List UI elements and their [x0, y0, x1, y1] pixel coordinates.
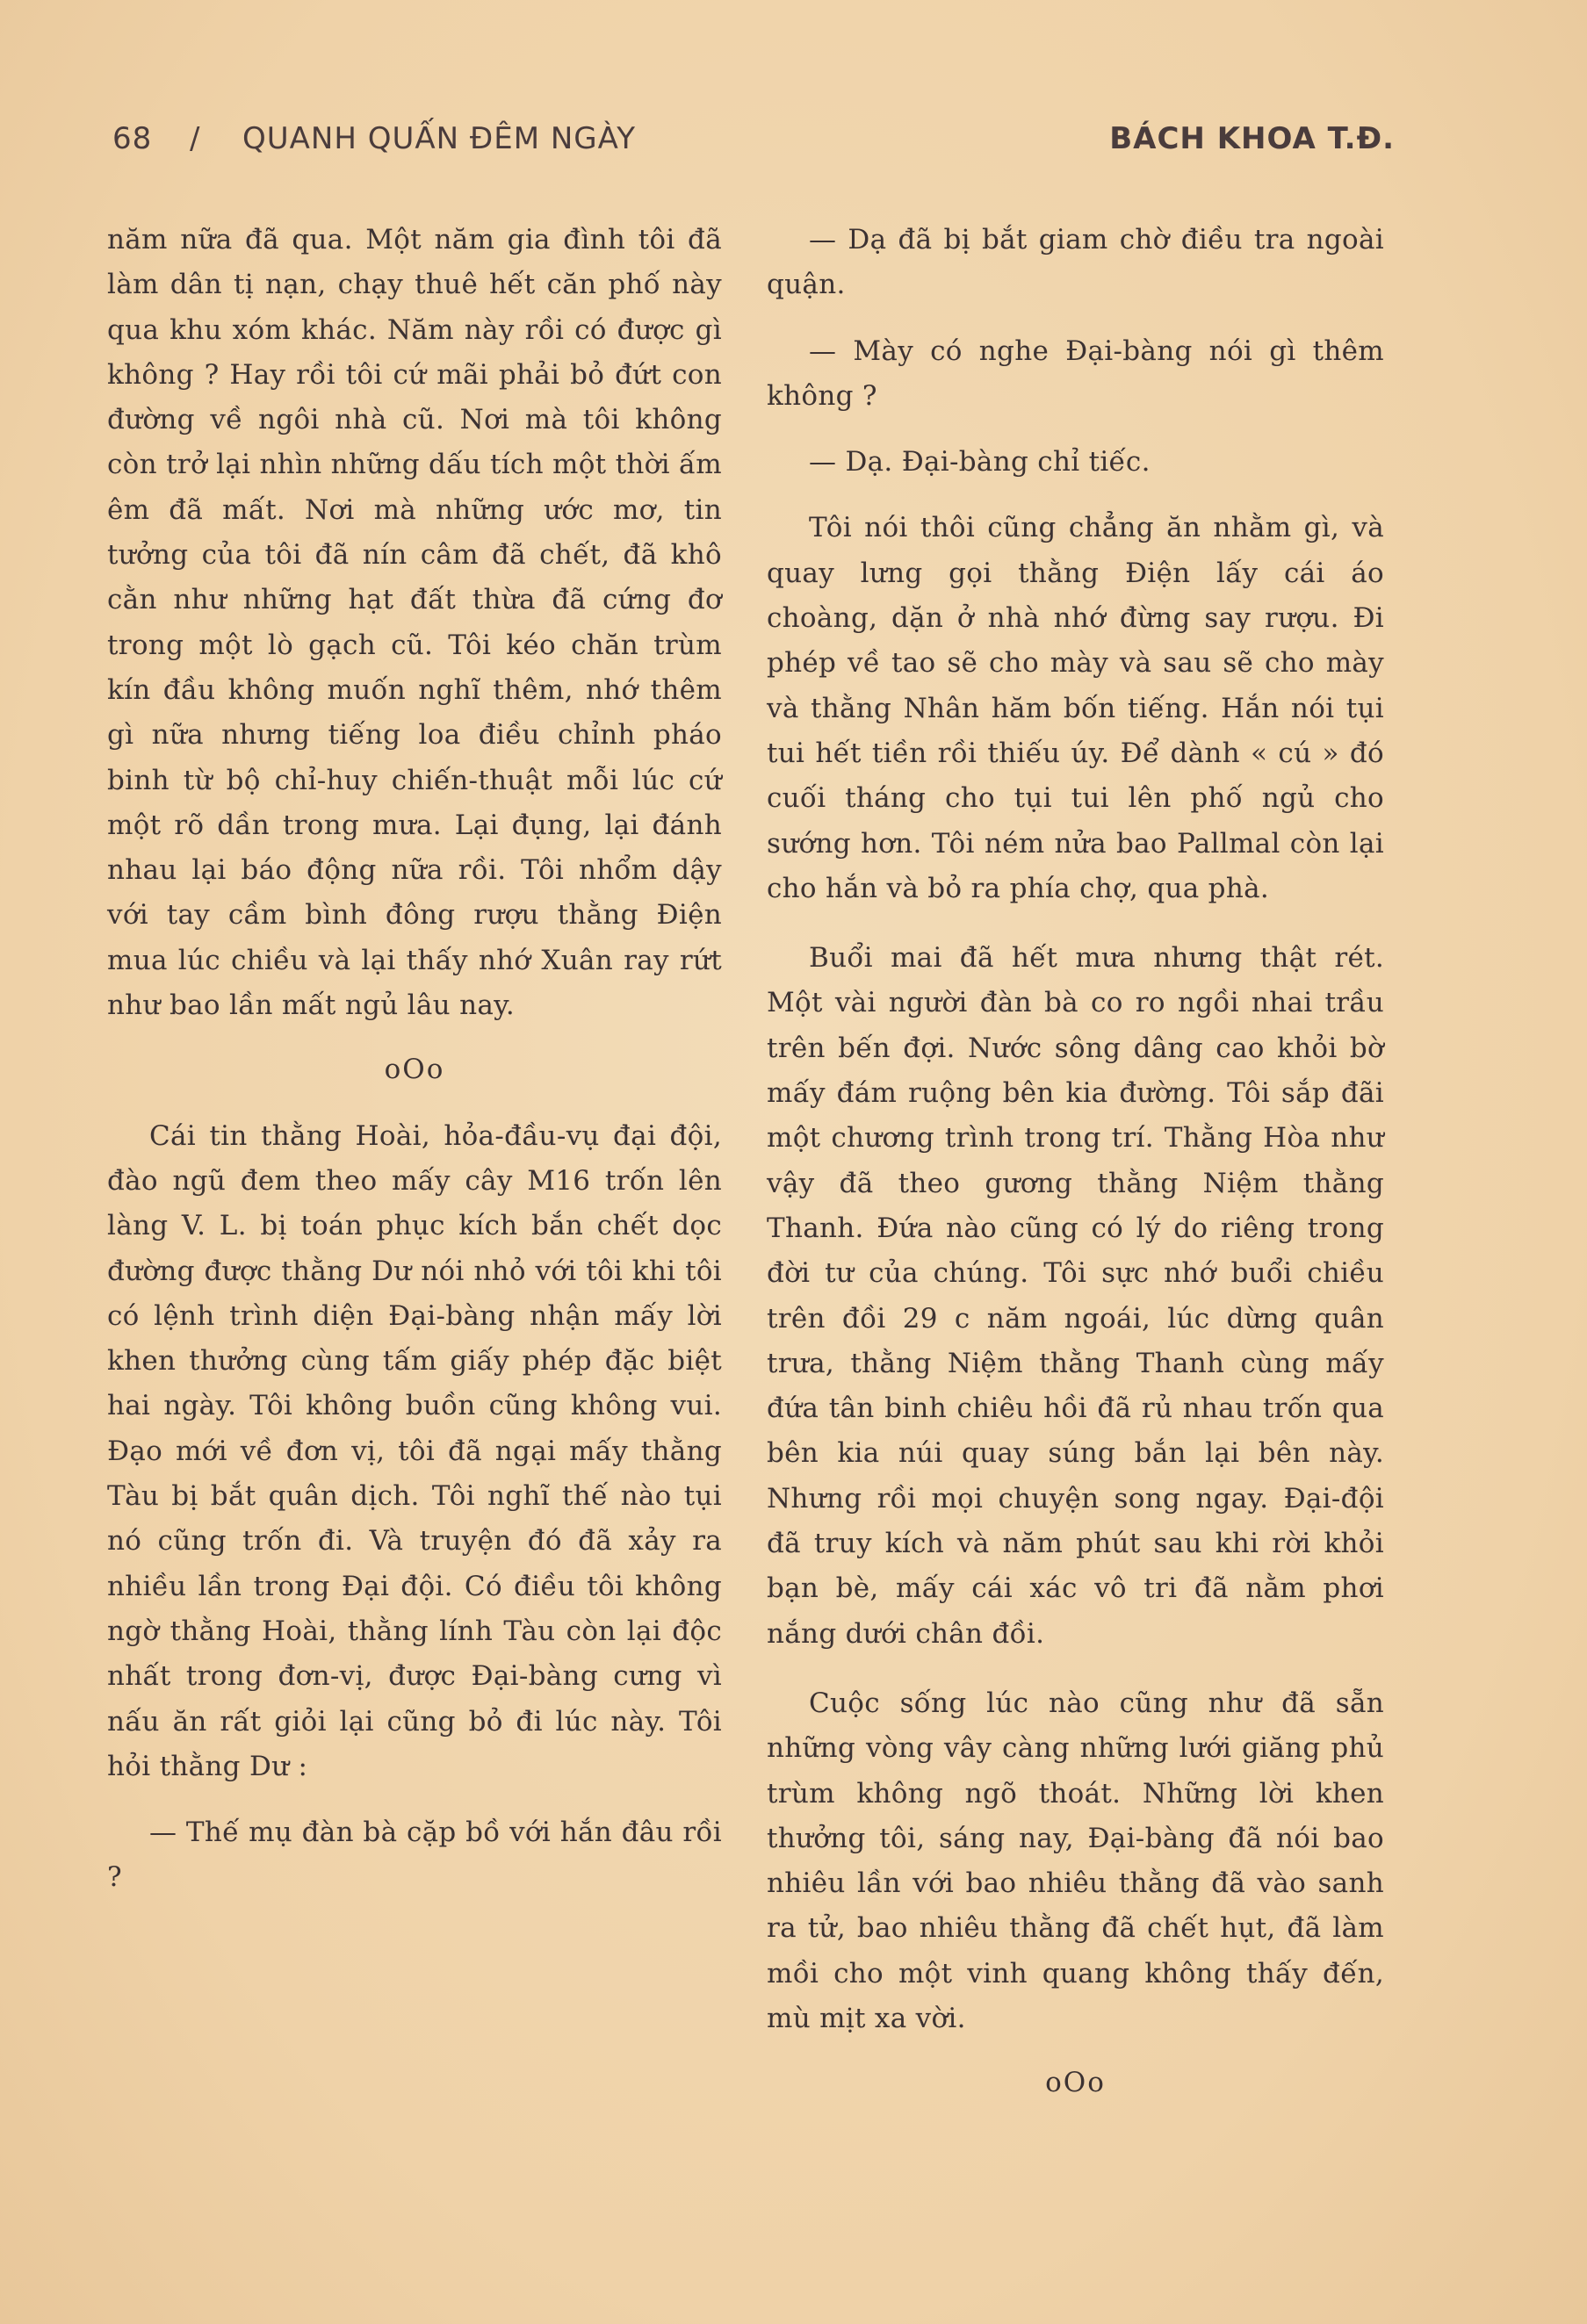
section-separator: oOo [1045, 2067, 1106, 2099]
paragraph: Buổi mai đã hết mưa nhưng thật rét. Một vài người đàn bà co ro ngồi nhai trầu trên bến đợi. Nước sông dâng cao khỏi bờ mấy đám ruộng bên kia đường. Tôi sắp đãi một chương trình trong trí. Thằng Hòa như vậy đã theo gương thằng Niệm thằng Thanh. Đứa nào cũng có lý do riêng trong đời tư của chúng. Tôi sực nhớ buổi chiều trên đồi 29 c năm ngoái, lúc dừng quân trưa, thằng Niệm thằng Thanh cùng mấy đứa tân binh chiêu hồi đã rủ nhau trốn qua bên kia núi quay súng bắn lại bên này. Nhưng rồi mọi chuyện song ngay. Đại-đội đã truy kích và năm phút sau khi rời khỏi bạn bè, mấy cái xác vô tri đã nằm phơi nắng dưới chân đồi. [767, 942, 1384, 1650]
dialogue-line: — Mày có nghe Đại-bàng nói gì thêm không ? [767, 335, 1384, 412]
page-header [112, 121, 1395, 174]
magazine-name: BÁCH KHOA T.Đ. [1109, 121, 1395, 156]
left-column [107, 218, 722, 1901]
section-separator: oOo [384, 1054, 445, 1086]
dialogue-line: — Dạ đã bị bắt giam chờ điều tra ngoài quận. [767, 224, 1384, 301]
header-separator: / [190, 121, 201, 156]
right-column [767, 218, 1384, 2127]
section-title: QUANH QUẤN ĐÊM NGÀY [242, 121, 637, 156]
paragraph: năm nữa đã qua. Một năm gia đình tôi đã làm dân tị nạn, chạy thuê hết căn phố này qua khu xóm khác. Năm này rồi có được gì không ? Hay rồi tôi cứ mãi phải bỏ đứt con đường về ngôi nhà cũ. Nơi mà tôi không còn trở lại nhìn những dấu tích một thời ấm êm đã mất. Nơi mà những ước mơ, tin tưởng của tôi đã nín câm đã chết, đã khô cằn như những hạt đất thừa đã cứng đơ trong một lò gạch cũ. Tôi kéo chăn trùm kín đầu không muốn nghĩ thêm, nhớ thêm gì nữa nhưng tiếng loa điều chỉnh pháo binh từ bộ chỉ-huy chiến-thuật mỗi lúc cứ một rõ dần trong mưa. Lại đụng, lại đánh nhau lại báo động nữa rồi. Tôi nhổm dậy với tay cầm bình đông rượu thằng Điện mua lúc chiều và lại thấy nhớ Xuân ray rứt như bao lần mất ngủ lâu nay. [107, 224, 722, 1022]
paragraph: Tôi nói thôi cũng chẳng ăn nhằm gì, và quay lưng gọi thằng Điện lấy cái áo choàng, dặn ở nhà nhớ đừng say rượu. Đi phép về tao sẽ cho mày và sau sẽ cho mày và thằng Nhân hăm bốn tiếng. Hắn nói tụi tui hết tiền rồi thiếu úy. Để dành « cú » đó cuối tháng cho tụi tui lên phố ngủ cho sướng hơn. Tôi ném nửa bao Pallmal còn lại cho hắn và bỏ ra phía chợ, qua phà. [767, 512, 1384, 904]
paragraph: Cái tin thằng Hoài, hỏa-đầu-vụ đại đội, đào ngũ đem theo mấy cây M16 trốn lên làng V. L. bị toán phục kích bắn chết dọc đường được thằng Dư nói nhỏ với tôi khi tôi có lệnh trình diện Đại-bàng nhận mấy lời khen thưởng cùng tấm giấy phép đặc biệt hai ngày. Tôi không buồn cũng không vui. Đạo mới về đơn vị, tôi đã ngại mấy thằng Tàu bị bắt quân dịch. Tôi nghĩ thế nào tụi nó cũng trốn đi. Và truyện đó đã xảy ra nhiều lần trong Đại đội. Có điều tôi không ngờ thằng Hoài, thằng lính Tàu còn lại độc nhất trong đơn-vị, được Đại-bàng cưng vì nấu ăn rất giỏi lại cũng bỏ đi lúc này. Tôi hỏi thằng Dư : [107, 1119, 722, 1782]
dialogue-line: — Thế mụ đàn bà cặp bồ với hắn đâu rồi ? [107, 1817, 722, 1894]
page-number: 68 [112, 121, 153, 156]
dialogue-line: — Dạ. Đại-bàng chỉ tiếc. [809, 446, 1151, 478]
paragraph: Cuộc sống lúc nào cũng như đã sẵn những vòng vây càng những lưới giăng phủ trùm không ngõ thoát. Những lời khen thưởng tôi, sáng nay, Đại-bàng đã nói bao nhiêu lần với bao nhiêu thằng đã vào sanh ra tử, bao nhiêu thằng đã chết hụt, đã làm mồi cho một vinh quang không thấy đến, mù mịt xa vời. [767, 1687, 1384, 2034]
